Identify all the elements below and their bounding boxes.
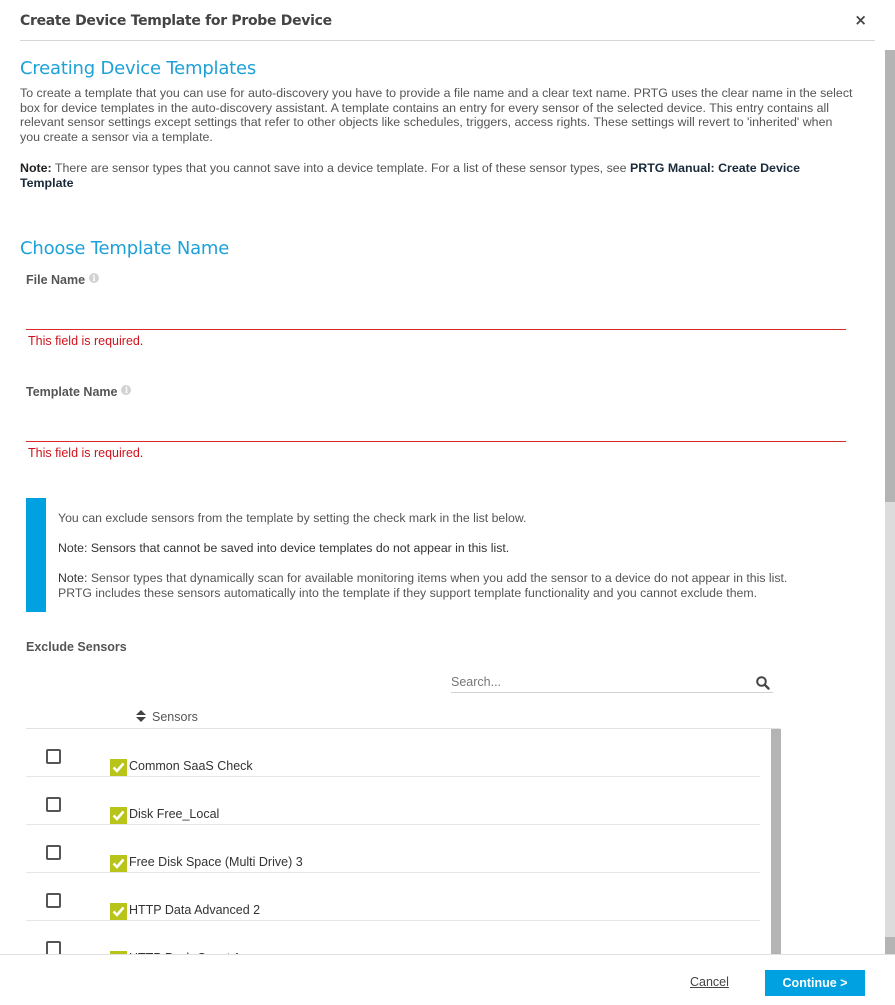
sensor-name[interactable]: Disk Free_Local [129,807,220,821]
note-label: Note: [20,161,52,175]
info-icon[interactable]: i [121,385,131,395]
note-text: Sensor types that dynamically scan for available monitoring items when you add the sensor to a device do not appear in this list. PRTG includes these sensors automatically into the template if they support template functionality and you cannot exclude them. [58,571,788,600]
search-input[interactable] [451,673,751,691]
status-ok-icon [110,903,127,920]
continue-button[interactable]: Continue > [765,970,865,996]
search-icon[interactable] [755,675,771,691]
info-note-2 [58,571,818,600]
status-ok-icon [110,855,127,872]
status-ok-icon [110,759,127,776]
sensor-name[interactable]: Common SaaS Check [129,759,253,773]
table-row [26,825,760,873]
search-field[interactable] [451,673,773,693]
intro-paragraph: To create a template that you can use for auto-discovery you have to provide a file name and a clear text name. PRTG uses the clear name in the select box for device templates in the auto-discovery assistant. A template contains an entry for every sensor of the selected device. This entry contains all relevant sensor settings except settings that refer to other objects like schedules, triggers, access rights. These settings will revert to 'inherited' when you create a sensor via a template. [20,86,853,144]
info-box [26,498,846,612]
info-line: You can exclude sensors from the template by setting the check mark in the list below. [58,511,527,525]
exclude-checkbox[interactable] [46,893,61,908]
manual-link[interactable]: PRTG Manual: Create Device Template [20,161,801,190]
template-name-input[interactable] [26,418,846,442]
table-header [26,707,780,729]
status-ok-icon [110,807,127,824]
cancel-button[interactable]: Cancel [690,975,729,989]
table-row [26,729,760,777]
file-name-label-text: File Name [26,273,86,287]
dialog-footer [0,954,885,1005]
file-name-error: This field is required. [28,334,144,348]
section-title-choose-name: Choose Template Name [20,238,230,259]
exclude-sensors-label: Exclude Sensors [26,640,127,654]
sensor-table-body [26,729,780,953]
table-row [26,873,760,921]
info-accent-bar [26,498,46,612]
table-row [26,777,760,825]
exclude-checkbox[interactable] [46,845,61,860]
section-title-creating-templates: Creating Device Templates [20,58,257,79]
sensor-name[interactable]: HTTP Data Advanced 2 [129,903,261,917]
column-header-sensors[interactable]: Sensors [152,710,198,724]
note-label: Note: [58,541,88,555]
template-name-label [26,385,131,399]
file-name-label [26,273,99,287]
template-name-error: This field is required. [28,446,144,460]
sensor-name[interactable]: Free Disk Space (Multi Drive) 3 [129,855,303,869]
page-scrollbar-bottom[interactable] [885,937,895,954]
dialog-content [20,41,855,953]
exclude-checkbox[interactable] [46,797,61,812]
table-scrollbar[interactable] [771,729,781,954]
info-note-1 [58,541,818,556]
sort-icon[interactable] [135,709,147,723]
intro-note [20,161,855,190]
info-icon[interactable]: i [89,273,99,283]
page-scrollbar-thumb[interactable] [885,50,895,502]
exclude-checkbox[interactable] [46,749,61,764]
note-text: There are sensor types that you cannot save into a device template. For a list of these sensor types, see [51,161,630,175]
template-name-label-text: Template Name [26,385,118,399]
note-text: Sensors that cannot be saved into device templates do not appear in this list. [87,541,510,555]
note-label: Note: [58,571,88,585]
dialog-title: Create Device Template for Probe Device [20,13,332,29]
dialog-header [20,0,875,41]
close-button[interactable]: × [854,11,867,29]
file-name-input[interactable] [26,306,846,330]
